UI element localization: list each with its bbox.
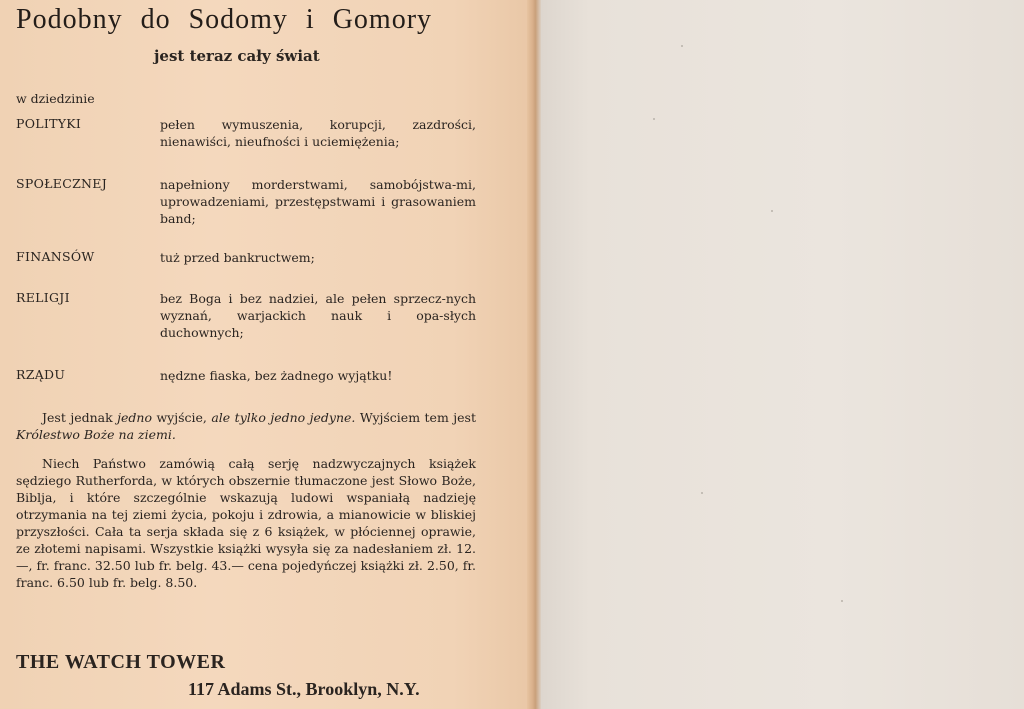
paper-speck xyxy=(771,210,773,212)
paper-speck xyxy=(701,492,703,494)
publisher-address: 117 Adams St., Brooklyn, N.Y. xyxy=(188,679,420,699)
paper-speck xyxy=(841,600,843,602)
category-description: tuż przed bankructwem; xyxy=(160,250,315,265)
para-text: Jest jednak xyxy=(42,410,118,425)
category-description: napełniony morderstwami, samobójstwa-mi, uprowadzeniami, przestępstwami i grasowaniem band; xyxy=(160,177,476,226)
para-text: wyjście, xyxy=(152,410,212,425)
para-emphasis: Królestwo Boże na ziemi. xyxy=(16,427,176,442)
para-text: Wyjściem tem jest xyxy=(355,410,476,425)
category-label: RELIGJI xyxy=(16,290,70,305)
book-spine xyxy=(527,0,541,709)
right-page-blank xyxy=(541,0,1024,709)
intro-text: w dziedzinie xyxy=(16,91,95,106)
paper-speck xyxy=(653,118,655,120)
category-label: FINANSÓW xyxy=(16,249,95,264)
solution-paragraph xyxy=(16,409,476,443)
page-subtitle: jest teraz cały świat xyxy=(154,47,320,65)
paper-speck xyxy=(681,45,683,47)
category-label: SPOŁECZNEJ xyxy=(16,176,108,191)
category-label: POLITYKI xyxy=(16,116,82,131)
page-title: Podobny do Sodomy i Gomory xyxy=(16,4,433,35)
para-emphasis: jedno xyxy=(117,410,152,425)
category-description: nędzne fiaska, bez żadnego wyjątku! xyxy=(160,368,393,383)
category-label: RZĄDU xyxy=(16,367,66,382)
category-description: pełen wymuszenia, korupcji, zazdrości, nienawiści, nieufności i uciemiężenia; xyxy=(160,117,476,149)
publisher-name: THE WATCH TOWER xyxy=(16,651,226,673)
category-description: bez Boga i bez nadziei, ale pełen sprzecz-nych wyznań, warjackich nauk i opa-słych duchownych; xyxy=(160,291,476,340)
order-paragraph: Niech Państwo zamówią całą serję nadzwyczajnych książek sędziego Rutherforda, w których obszernie tłumaczone jest Słowo Boże, Biblja, i które szczególnie wskazują ludowi wspaniałą nadzieję otrzymania na tej ziemi życia, pokoju i zdrowia, a mianowicie w bliskiej przyszłości. Cała ta serja składa się z 6 książek, w płóciennej oprawie, ze złotemi napisami. Wszystkie książki wysyła się za nadesłaniem zł. 12.—, fr. franc. 32.50 lub fr. belg. 43.— cena pojedyńczej książki zł. 2.50, fr. franc. 6.50 lub fr. belg. 8.50. xyxy=(16,456,476,590)
para-emphasis: ale tylko jedno jedyne. xyxy=(211,410,356,425)
